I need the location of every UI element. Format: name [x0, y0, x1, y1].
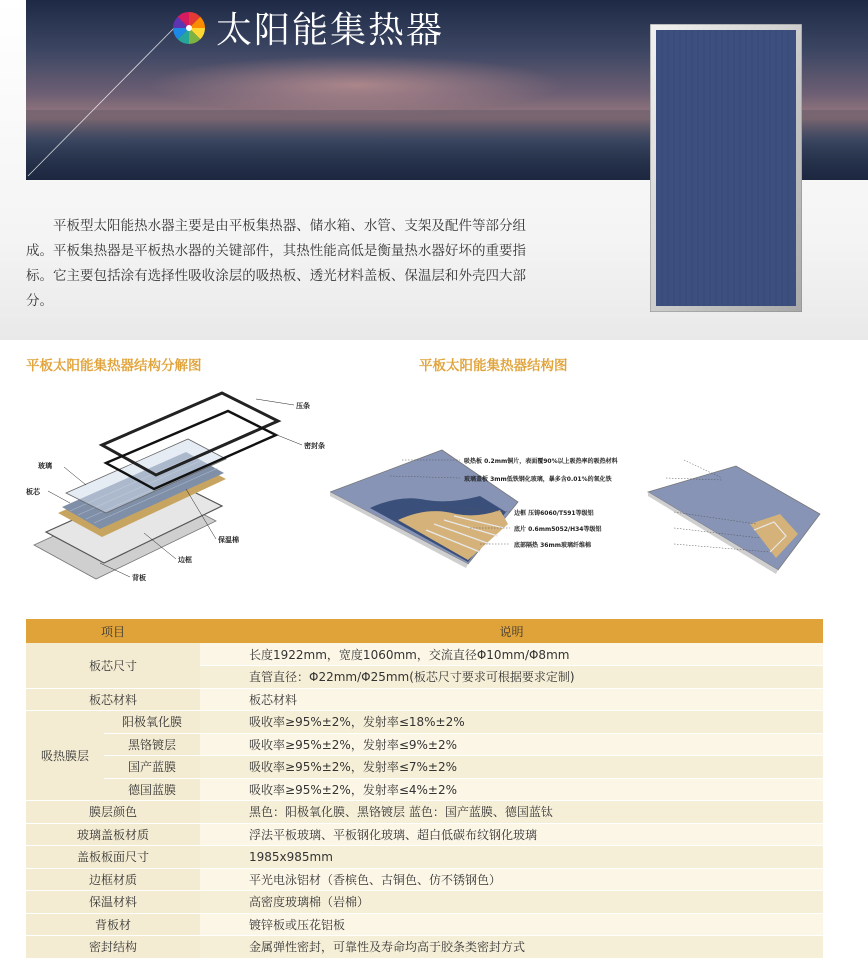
label-glass-cover: 玻璃盖板 3mm低铁钢化玻璃，暴多含0.01%的氧化铁: [464, 476, 612, 483]
row-label-cover-size: 盖板板面尺寸: [26, 846, 200, 869]
row-sublabel-film-1: 阳极氧化膜: [104, 711, 200, 734]
label-core: 板芯: [26, 488, 40, 496]
page-title: 太阳能集热器: [216, 10, 445, 51]
row-label-glass: 玻璃盖板材质: [26, 823, 200, 846]
table-row: [26, 913, 823, 936]
exploded-diagram: [26, 385, 326, 595]
label-absorber: 吸热板 0.2mm铜片，表面覆90%以上吸热率的吸热材料: [464, 458, 618, 465]
table-row: [26, 868, 823, 891]
table-row: [26, 801, 823, 824]
row-value-film-4: 吸收率≥95%±2%，发射率≤4%±2%: [200, 778, 823, 801]
table-row: [26, 823, 823, 846]
row-value-glass: 浮法平板玻璃、平板钢化玻璃、超白低碳布纹钢化玻璃: [200, 823, 823, 846]
table-row: [26, 711, 823, 734]
row-label-back: 背板材: [26, 913, 200, 936]
exploded-drawing: [26, 385, 326, 595]
row-value-insulation: 高密度玻璃棉（岩棉）: [200, 891, 823, 914]
row-value-core-material: 板芯材料: [200, 688, 823, 711]
label-insulation: 保温棉: [218, 536, 239, 544]
hero-banner: [0, 0, 868, 340]
spec-table: [26, 619, 823, 959]
row-value-cover-size: 1985x985mm: [200, 846, 823, 869]
header-item: 项目: [26, 619, 200, 643]
row-value-film-3: 吸收率≥95%±2%，发射率≤7%±2%: [200, 756, 823, 779]
row-value-core-size-1: 长度1922mm，宽度1060mm，交流直径Φ10mm/Φ8mm: [200, 643, 823, 666]
table-row: [26, 891, 823, 914]
table-row: [26, 756, 823, 779]
row-label-absorb-film: 吸热膜层: [26, 711, 104, 801]
row-sublabel-film-4: 德国蓝膜: [104, 778, 200, 801]
row-label-frame: 边框材质: [26, 868, 200, 891]
label-back-plate: 背板: [132, 574, 146, 582]
table-row: [26, 936, 823, 959]
row-value-film-2: 吸收率≥95%±2%，发射率≤9%±2%: [200, 733, 823, 756]
table-row: [26, 733, 823, 756]
row-sublabel-film-2: 黑铬镀层: [104, 733, 200, 756]
row-label-insulation: 保温材料: [26, 891, 200, 914]
label-frame-spec: 边框 压铸6060/T591等级铝: [514, 510, 594, 517]
solar-panel-image: [650, 24, 802, 312]
row-sublabel-film-3: 国产蓝膜: [104, 756, 200, 779]
row-label-core-material: 板芯材料: [26, 688, 200, 711]
row-label-film-color: 膜层颜色: [26, 801, 200, 824]
row-value-frame: 平光电泳铝材（香槟色、古铜色、仿不锈钢色）: [200, 868, 823, 891]
table-row: [26, 643, 823, 666]
label-bottom-insulation: 底部隔热 36mm玻璃纤维棉: [514, 542, 591, 549]
table-header-row: [26, 619, 823, 643]
title-group: [172, 2, 444, 53]
table-row: [26, 778, 823, 801]
sky-glow: [146, 55, 566, 115]
label-seal-strip: 密封条: [304, 442, 325, 450]
row-value-seal: 金属弹性密封，可靠性及寿命均高于胶条类密封方式: [200, 936, 823, 959]
table-row: [26, 688, 823, 711]
label-press-strip: 压条: [296, 402, 310, 410]
label-glass: 玻璃: [38, 462, 52, 470]
color-wheel-icon: [172, 11, 206, 45]
label-bottom-sheet: 底片 0.6mm5052/H34等级铝: [514, 526, 602, 533]
structure-view-title: 平板太阳能集热器结构图: [419, 358, 568, 374]
table-row: [26, 846, 823, 869]
structure-diagram: [330, 440, 830, 580]
row-label-seal: 密封结构: [26, 936, 200, 959]
header-description: 说明: [200, 619, 823, 643]
exploded-view-title: 平板太阳能集热器结构分解图: [26, 358, 202, 374]
intro-paragraph: 平板型太阳能热水器主要是由平板集热器、储水箱、水管、支架及配件等部分组成。平板集热器是平板热水器的关键部件，其热性能高低是衡量热水器好坏的重要指标。它主要包括涂有选择性吸收涂层的吸热板、透光材料盖板、保温层和外壳四大部分。: [26, 218, 526, 309]
row-value-back: 镀锌板或压花铝板: [200, 913, 823, 936]
row-label-core-size: 板芯尺寸: [26, 643, 200, 688]
row-value-film-1: 吸收率≥95%±2%，发射率≤18%±2%: [200, 711, 823, 734]
label-frame: 边框: [178, 556, 192, 564]
row-value-film-color: 黑色：阳极氧化膜、黑铬镀层 蓝色：国产蓝膜、德国蓝钛: [200, 801, 823, 824]
row-value-core-size-2: 直管直径：Φ22mm/Φ25mm(板芯尺寸要求可根据要求定制): [200, 666, 823, 689]
